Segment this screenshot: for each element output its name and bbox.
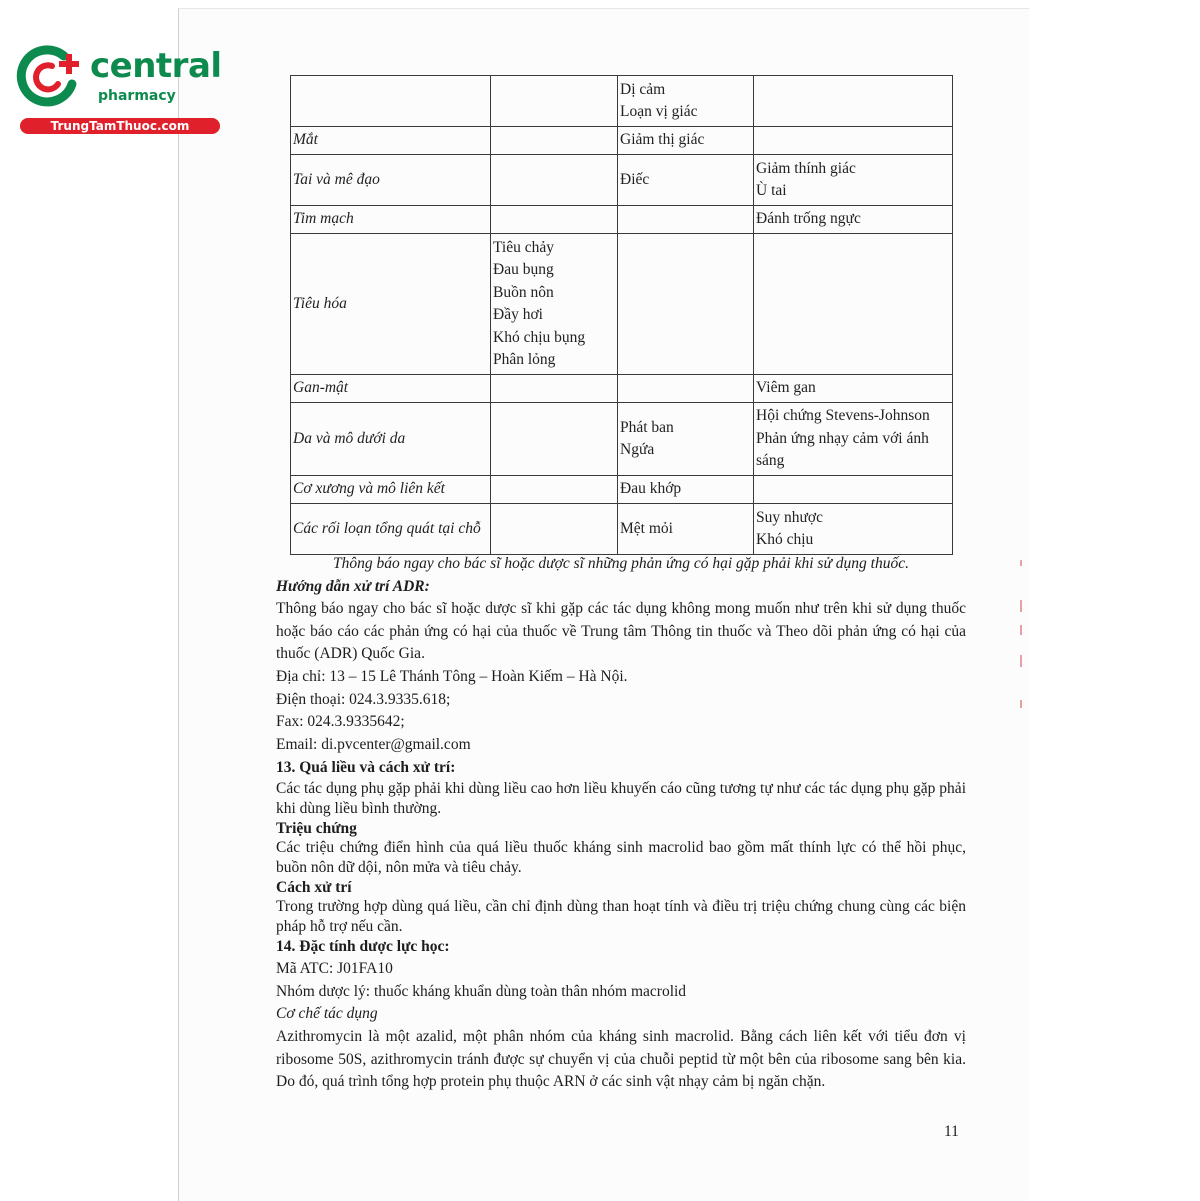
organ-class-cell: Gan-mật [291, 375, 491, 403]
pharmacy-cross-logo-icon [10, 38, 90, 118]
frequency-cell-c1 [491, 504, 618, 555]
table-row [291, 234, 953, 375]
organ-class-cell: Tiêu hóa [291, 234, 491, 375]
frequency-cell-c2 [618, 234, 754, 375]
frequency-cell-c2 [618, 76, 754, 127]
adr-phone: Điện thoại: 024.3.9335.618; [276, 691, 451, 708]
organ-class-cell [291, 76, 491, 127]
overdose-heading: 13. Quá liều và cách xử trí: [276, 759, 456, 776]
overdose-paragraph: Các tác dụng phụ gặp phải khi dùng liều cao hơn liều khuyến cáo cũng tương tự như các tác dụng phụ gặp phải khi dùng liều bình thường. [276, 780, 966, 817]
reaction-item: Đau khớp [620, 480, 682, 498]
table-row [291, 375, 953, 403]
reaction-item: Ù tai [756, 182, 787, 199]
reaction-item: Phản ứng nhạy cảm với ánh sáng [756, 429, 929, 470]
symptoms-paragraph: Các triệu chứng điển hình của quá liều thuốc kháng sinh macrolid bao gồm mất thính lực có thể hồi phục, buồn nôn dữ dội, nôn mửa và tiêu chảy. [276, 839, 966, 876]
organ-class-cell: Các rối loạn tổng quát tại chỗ [291, 504, 491, 555]
logo-brand-sub: pharmacy [98, 88, 176, 104]
organ-class-cell: Da và mô dưới da [291, 403, 491, 476]
frequency-cell-c1 [491, 403, 618, 476]
frequency-cell-c3 [754, 76, 953, 127]
atc-code: Mã ATC: J01FA10 [276, 960, 393, 977]
organ-class-cell: Mắt [291, 127, 491, 155]
frequency-cell-c2 [618, 127, 754, 155]
table-row [291, 403, 953, 476]
table-row [291, 155, 953, 206]
reaction-item: Khó chịu [756, 531, 814, 548]
reaction-item: Đầy hơi [493, 306, 543, 323]
frequency-cell-c1 [491, 155, 618, 206]
frequency-cell-c3 [754, 403, 953, 476]
central-pharmacy-logo [10, 38, 220, 138]
frequency-cell-c2 [618, 375, 754, 403]
frequency-cell-c3 [754, 476, 953, 504]
organ-class-cell: Tai và mê đạo [291, 155, 491, 206]
table-row [291, 206, 953, 234]
reaction-item: Hội chứng Stevens-Johnson [756, 407, 930, 425]
frequency-cell-c3 [754, 155, 953, 206]
reaction-item: Khó chịu bụng [493, 328, 586, 346]
reaction-item: Phát ban [620, 418, 674, 436]
frequency-cell-c1 [491, 76, 618, 127]
mechanism-heading: Cơ chế tác dụng [276, 1005, 378, 1022]
frequency-cell-c2 [618, 206, 754, 234]
frequency-cell-c1 [491, 375, 618, 403]
reaction-item: Giảm thính giác [756, 159, 856, 177]
reaction-item: Điếc [620, 170, 650, 188]
symptoms-heading: Triệu chứng [276, 820, 357, 837]
adverse-reactions-table [290, 75, 953, 555]
adr-paragraph: Thông báo ngay cho bác sĩ hoặc dược sĩ khi gặp các tác dụng không mong muốn như trên khi sử dụng thuốc hoặc báo cáo các phản ứng có hại của thuốc về Trung tâm Thông tin thuốc và Theo dõi phản ứng có hại của thuốc (ADR) Quốc Gia. [276, 600, 966, 663]
frequency-cell-c3 [754, 234, 953, 375]
reaction-item: Mệt mỏi [620, 519, 673, 537]
scan-edge-marks [1018, 560, 1026, 710]
adr-email: Email: di.pvcenter@gmail.com [276, 736, 471, 753]
organ-class-cell: Tim mạch [291, 206, 491, 234]
treatment-heading: Cách xử trí [276, 879, 352, 896]
pharmacological-group: Nhóm dược lý: thuốc kháng khuẩn dùng toàn thân nhóm macrolid [276, 983, 687, 1000]
adr-address: Địa chỉ: 13 – 15 Lê Thánh Tông – Hoàn Kiếm – Hà Nội. [276, 668, 628, 685]
table-row [291, 476, 953, 504]
page-number: 11 [944, 1123, 959, 1140]
mechanism-paragraph: Azithromycin là một azalid, một phân nhóm của kháng sinh macrolid. Bằng cách liên kết với tiểu đơn vị ribosome 50S, azithromycin tránh được sự chuyển vị của chuỗi peptid từ một bên của ribosome sang bên kia. Do đó, quá trình tổng hợp protein phụ thuộc ARN ở các sinh vật nhạy cảm bị ngăn chặn. [276, 1028, 966, 1091]
frequency-cell-c1 [491, 476, 618, 504]
frequency-cell-c2 [618, 403, 754, 476]
reaction-item: Buồn nôn [493, 283, 554, 301]
frequency-cell-c1 [491, 206, 618, 234]
table-row [291, 504, 953, 555]
adr-fax: Fax: 024.3.9335642; [276, 713, 405, 730]
frequency-cell-c3 [754, 375, 953, 403]
treatment-paragraph: Trong trường hợp dùng quá liều, cần chỉ định dùng than hoạt tính và điều trị triệu chứng chung cùng các biện pháp hỗ trợ nếu cần. [276, 898, 966, 935]
frequency-cell-c3 [754, 127, 953, 155]
reaction-item: Dị cảm [620, 80, 666, 98]
reaction-item: Phân lỏng [493, 351, 556, 368]
frequency-cell-c1 [491, 127, 618, 155]
frequency-cell-c3 [754, 206, 953, 234]
logo-website: TrungTamThuoc.com [20, 118, 220, 134]
table-row [291, 76, 953, 127]
reaction-item: Viêm gan [756, 379, 816, 397]
reaction-item: Loạn vị giác [620, 103, 698, 120]
frequency-cell-c2 [618, 155, 754, 206]
reaction-item: Đau bụng [493, 261, 554, 278]
reaction-item: Tiêu chảy [493, 238, 554, 256]
reaction-item: Đánh trống ngực [756, 210, 861, 228]
pharmacodynamics-heading: 14. Đặc tính dược lực học: [276, 938, 450, 955]
frequency-cell-c3 [754, 504, 953, 555]
table-row [291, 127, 953, 155]
reaction-item: Suy nhược [756, 508, 823, 526]
reaction-item: Giảm thị giác [620, 131, 705, 149]
frequency-cell-c1 [491, 234, 618, 375]
adr-heading: Hướng dẫn xử trí ADR: [276, 578, 430, 595]
reaction-item: Ngứa [620, 441, 655, 458]
organ-class-cell: Cơ xương và mô liên kết [291, 476, 491, 504]
frequency-cell-c2 [618, 476, 754, 504]
logo-brand-name: central [90, 46, 222, 86]
frequency-cell-c2 [618, 504, 754, 555]
table-caption: Thông báo ngay cho bác sĩ hoặc dược sĩ những phản ứng có hại gặp phải khi sử dụng thuốc. [333, 555, 909, 572]
